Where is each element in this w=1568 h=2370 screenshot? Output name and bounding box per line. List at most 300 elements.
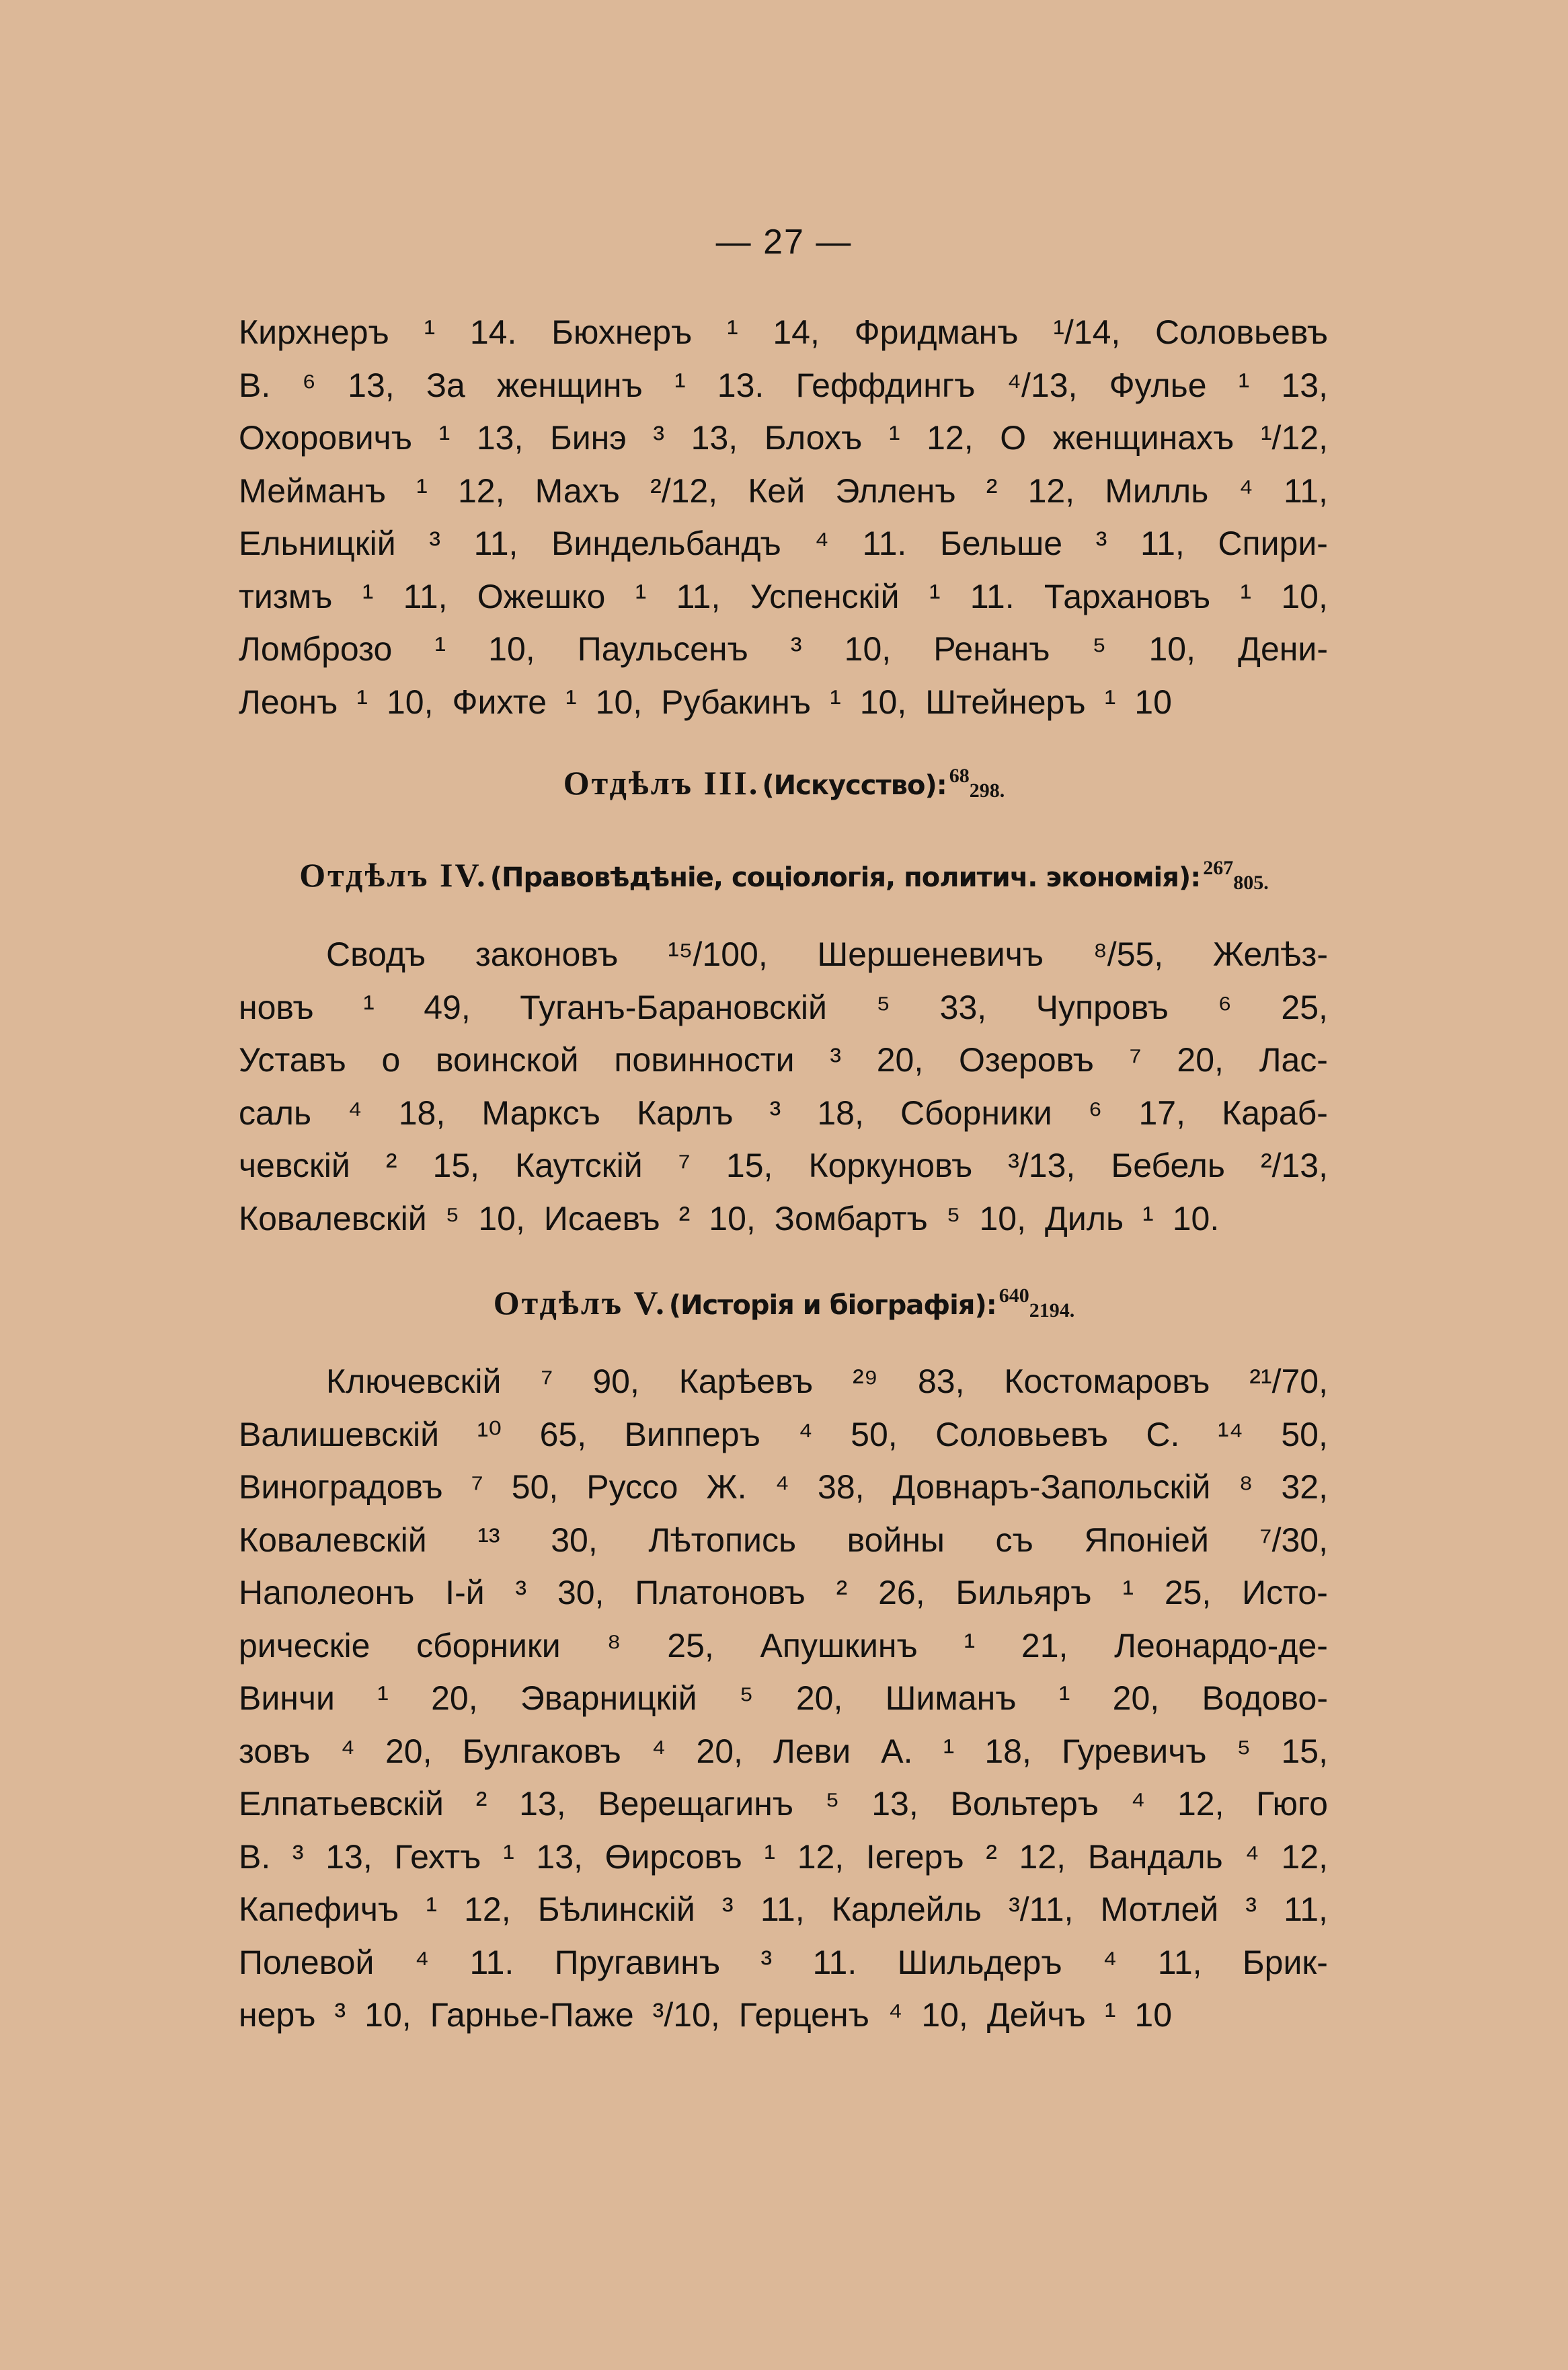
- word: ⁶: [1218, 988, 1232, 1026]
- word: 12,: [464, 1890, 511, 1928]
- word: ³: [1095, 525, 1107, 562]
- word: ¹: [426, 1890, 437, 1928]
- word: Дени-: [1238, 630, 1328, 668]
- word: Милль: [1105, 471, 1209, 510]
- word: В.: [239, 1837, 271, 1876]
- word: 65,: [539, 1415, 587, 1453]
- word: Наполеонъ: [239, 1574, 415, 1611]
- word: Спири-: [1218, 525, 1328, 562]
- word: 32,: [1281, 1468, 1328, 1506]
- word: ⁴: [775, 1468, 790, 1506]
- page-number: — 27 —: [715, 223, 853, 262]
- word: Мотлей: [1100, 1890, 1219, 1928]
- word: Кей: [748, 471, 806, 510]
- word: 13,: [691, 419, 738, 457]
- word: 10,: [709, 1199, 756, 1237]
- word: ⁷: [1129, 1041, 1142, 1079]
- word: о: [381, 1041, 401, 1079]
- text-line: [239, 1514, 1328, 1567]
- word: Ключевскій: [326, 1363, 502, 1400]
- text-line: [239, 1408, 1328, 1461]
- word: Японіей: [1084, 1521, 1209, 1559]
- word: Герценъ: [738, 1996, 869, 2034]
- word: 12,: [797, 1837, 845, 1876]
- word: женщинахъ: [1052, 419, 1234, 457]
- word: повинности: [614, 1041, 795, 1079]
- section-3-count-sub: 298.: [969, 779, 1005, 802]
- word: Эварницкій: [520, 1679, 697, 1717]
- word: Успенскій: [750, 577, 900, 615]
- word: 15,: [1281, 1732, 1328, 1770]
- word: ¹: [1104, 683, 1116, 721]
- section-5-heading: [0, 1283, 1568, 1322]
- word: войны: [847, 1521, 945, 1559]
- word: Елпатьевскій: [239, 1785, 444, 1823]
- word: Марксъ: [481, 1094, 600, 1132]
- word: съ: [995, 1521, 1033, 1559]
- word: ²⁹: [853, 1363, 879, 1400]
- word: За: [426, 366, 465, 404]
- word: 10.: [1172, 1199, 1220, 1237]
- word: Ж.: [706, 1468, 747, 1506]
- word: 49,: [424, 988, 471, 1026]
- text-line: [239, 676, 1328, 729]
- text-line: [239, 1672, 1328, 1725]
- word: Ельницкій: [239, 525, 396, 562]
- word: саль: [239, 1094, 312, 1132]
- word: Чупровъ: [1035, 988, 1169, 1026]
- word: 30,: [557, 1574, 604, 1611]
- word: 11,: [1284, 471, 1328, 510]
- word: Рубакинъ: [661, 683, 812, 721]
- word: 12,: [927, 419, 974, 457]
- word: Гарнье-Паже: [430, 1996, 634, 2034]
- word: 13,: [871, 1785, 918, 1823]
- word: 30,: [551, 1521, 598, 1559]
- text-line: [239, 981, 1328, 1034]
- text-line: [239, 570, 1328, 623]
- word: Ковалевскій: [239, 1199, 427, 1237]
- word: 14.: [469, 313, 517, 351]
- word: Шильдеръ: [897, 1943, 1062, 1981]
- word: ⁸: [606, 1626, 621, 1665]
- word: Блохъ: [764, 419, 863, 457]
- word: Ломброзо: [239, 630, 393, 668]
- word: Бильяръ: [955, 1574, 1092, 1611]
- word: ³/10,: [652, 1996, 720, 2034]
- word: 12,: [457, 471, 505, 510]
- word: ⁴: [1245, 1837, 1259, 1876]
- word: Ожешко: [477, 577, 606, 615]
- word: ¹: [674, 366, 686, 404]
- text-line: [239, 623, 1328, 676]
- word: ¹⁰: [477, 1415, 502, 1453]
- text-line: [239, 1778, 1328, 1831]
- word: тизмъ: [239, 577, 333, 615]
- word: 10,: [364, 1996, 411, 2034]
- word: 33,: [939, 988, 987, 1026]
- word: 25,: [1164, 1574, 1212, 1611]
- word: ⁴/13,: [1007, 366, 1078, 404]
- section-3-heading: [0, 763, 1568, 802]
- word: ¹: [943, 1732, 955, 1770]
- text-line: [239, 412, 1328, 465]
- word: Соловьевъ: [935, 1415, 1108, 1453]
- word: 10: [1134, 1996, 1173, 2034]
- text-line: [239, 1192, 1328, 1246]
- section-4-count-sub: 805.: [1233, 872, 1269, 894]
- word: Бебель: [1111, 1147, 1225, 1184]
- word: 15,: [432, 1147, 480, 1184]
- word: 13,: [325, 1837, 373, 1876]
- word: ¹: [363, 988, 375, 1026]
- word: Гуревичъ: [1061, 1732, 1207, 1770]
- word: ¹: [565, 683, 577, 721]
- word: ⁷: [678, 1147, 691, 1184]
- text-line: [239, 359, 1328, 412]
- word: Лѣтопись: [648, 1521, 796, 1559]
- word: Карѣевъ: [678, 1363, 814, 1400]
- word: Желѣз-: [1212, 935, 1328, 973]
- word: ⁴: [340, 1732, 355, 1770]
- word: Виндельбандъ: [551, 525, 781, 562]
- word: ¹: [1058, 1679, 1070, 1717]
- word: 10,: [488, 630, 535, 668]
- word: ⁴: [651, 1732, 666, 1770]
- word: ⁴: [888, 1996, 903, 2034]
- word: Верещагинъ: [598, 1785, 794, 1823]
- word: чевскій: [239, 1147, 350, 1184]
- text-line: [239, 465, 1328, 518]
- word: рическіе: [239, 1626, 370, 1665]
- word: Капефичъ: [239, 1890, 399, 1928]
- text-line: [239, 1831, 1328, 1884]
- word: 18,: [817, 1094, 864, 1132]
- text-line: [239, 1725, 1328, 1778]
- word: ⁵: [946, 1199, 961, 1237]
- word: Шершеневичъ: [817, 935, 1044, 973]
- text-line: [239, 1034, 1328, 1087]
- word: Бинэ: [549, 419, 627, 457]
- word: 11.: [812, 1943, 857, 1981]
- word: 13,: [536, 1837, 583, 1876]
- word: 20,: [795, 1679, 843, 1717]
- word: ⁶: [302, 366, 316, 404]
- word: 13,: [348, 366, 395, 404]
- word: 38,: [818, 1468, 865, 1506]
- word: 11.: [970, 577, 1015, 615]
- section-4-label: Отдѣлъ IV.: [299, 856, 487, 894]
- word: ⁵: [739, 1679, 754, 1717]
- word: Iегеръ: [865, 1837, 964, 1876]
- word: 13,: [1281, 366, 1328, 404]
- word: 10: [1134, 683, 1172, 721]
- word: ¹/14,: [1053, 313, 1121, 351]
- word: Фулье: [1109, 366, 1207, 404]
- word: 12,: [1177, 1785, 1224, 1823]
- word: 20,: [696, 1732, 743, 1770]
- text-line: [239, 1566, 1328, 1619]
- word: ¹: [362, 577, 374, 615]
- word: ¹: [1122, 1574, 1134, 1611]
- word: Апушкинъ: [760, 1626, 918, 1665]
- word: 10,: [386, 683, 434, 721]
- word: Карлъ: [637, 1094, 734, 1132]
- word: ¹: [1238, 366, 1250, 404]
- word: Водово-: [1202, 1679, 1328, 1717]
- text-line: [239, 517, 1328, 570]
- word: Сводъ: [326, 935, 426, 973]
- word: ⁵: [1092, 630, 1107, 668]
- word: ¹: [888, 419, 900, 457]
- word: Тархановъ: [1044, 577, 1211, 615]
- word: ³: [760, 1943, 773, 1981]
- section-3-title: (Искусство):: [762, 770, 947, 801]
- text-line: [239, 1619, 1328, 1673]
- text-line: [239, 306, 1328, 359]
- word: ³: [515, 1574, 527, 1611]
- word: ³/11,: [1009, 1890, 1074, 1928]
- word: ³: [429, 525, 440, 562]
- word: 20,: [431, 1679, 478, 1717]
- word: Диль: [1045, 1199, 1124, 1237]
- word: Виноградовъ: [239, 1468, 443, 1506]
- word: ⁵: [876, 988, 891, 1026]
- word: 18,: [398, 1094, 446, 1132]
- word: Коркуновъ: [808, 1147, 973, 1184]
- word: ⁴: [1130, 1785, 1146, 1823]
- section-5-paragraph: [239, 1355, 1328, 2042]
- text-line: [239, 1139, 1328, 1192]
- word: 26,: [878, 1574, 925, 1611]
- word: О: [1000, 419, 1027, 457]
- word: 25,: [667, 1626, 714, 1665]
- word: неръ: [239, 1996, 316, 2034]
- word: 10,: [478, 1199, 525, 1237]
- word: ³: [1245, 1890, 1257, 1928]
- word: 15,: [726, 1147, 773, 1184]
- word: ⁴: [798, 1415, 813, 1453]
- word: 83,: [917, 1363, 965, 1400]
- word: ³: [653, 419, 665, 457]
- word: 90,: [592, 1363, 639, 1400]
- word: 10,: [979, 1199, 1027, 1237]
- word: ²: [986, 1837, 997, 1876]
- word: ¹: [434, 630, 446, 668]
- text-line: [239, 1989, 1328, 2042]
- word: 11.: [862, 525, 907, 562]
- word: 11,: [1284, 1890, 1328, 1928]
- word: ¹: [424, 313, 436, 351]
- word: Шиманъ: [885, 1679, 1017, 1717]
- word: ³: [790, 630, 802, 668]
- word: В.: [239, 366, 271, 404]
- word: Вольтеръ: [950, 1785, 1099, 1823]
- word: Фридманъ: [854, 313, 1019, 351]
- word: 20,: [876, 1041, 924, 1079]
- word: ⁴: [814, 525, 829, 562]
- word: Охоровичъ: [239, 419, 412, 457]
- word: ⁴: [1102, 1943, 1118, 1981]
- word: ²/13,: [1260, 1147, 1328, 1184]
- word: 11,: [473, 525, 518, 562]
- word: Мейманъ: [239, 471, 386, 510]
- word: ⁵: [1237, 1732, 1251, 1770]
- word: Леви: [773, 1732, 851, 1770]
- word: Ковалевскій: [239, 1521, 427, 1559]
- word: 50,: [1281, 1415, 1328, 1453]
- section-5-label: Отдѣлъ V.: [493, 1284, 666, 1322]
- word: Випперъ: [624, 1415, 760, 1453]
- word: ²¹/70,: [1249, 1363, 1328, 1400]
- word: зовъ: [239, 1732, 311, 1770]
- word: ¹: [635, 577, 647, 615]
- word: 25,: [1281, 988, 1328, 1026]
- section-4-title: (Правовѣдѣніе, соціологія, политич. экономія):: [489, 862, 1201, 893]
- section-3-count-sup: 68: [949, 765, 970, 787]
- word: новъ: [239, 988, 314, 1026]
- word: Полевой: [239, 1943, 375, 1981]
- word: 13.: [717, 366, 765, 404]
- word: 11,: [1140, 525, 1185, 562]
- word: Караб-: [1222, 1094, 1328, 1132]
- section-3-label: Отдѣлъ III.: [563, 764, 760, 802]
- word: Озеровъ: [958, 1041, 1094, 1079]
- word: ⁵: [825, 1785, 840, 1823]
- word: сборники: [416, 1626, 561, 1665]
- word: Гехтъ: [394, 1837, 481, 1876]
- word: ¹/12,: [1260, 419, 1328, 457]
- section-5-count-sup: 640: [998, 1285, 1029, 1307]
- word: Уставъ: [239, 1041, 346, 1079]
- word: 20,: [1177, 1041, 1224, 1079]
- word: женщинъ: [497, 366, 643, 404]
- word: Исто-: [1242, 1574, 1328, 1611]
- word: Руссо: [586, 1468, 678, 1506]
- word: 12,: [1027, 471, 1075, 510]
- section-5-title: (Исторія и біографія):: [668, 1290, 996, 1321]
- word: ¹³: [477, 1521, 500, 1559]
- word: 50,: [511, 1468, 559, 1506]
- word: 14,: [773, 313, 820, 351]
- word: ¹: [416, 471, 428, 510]
- word: 20,: [385, 1732, 432, 1770]
- word: ⁷/30,: [1259, 1521, 1328, 1559]
- word: 10,: [595, 683, 643, 721]
- word: ²: [678, 1199, 691, 1237]
- word: Бюхнеръ: [551, 313, 693, 351]
- word: Платоновъ: [635, 1574, 806, 1611]
- word: 11,: [760, 1890, 805, 1928]
- text-line: [239, 1936, 1328, 1989]
- word: ¹: [1104, 1996, 1116, 2034]
- word: Зомбартъ: [774, 1199, 928, 1237]
- word: 10,: [921, 1996, 968, 2034]
- word: ³: [292, 1837, 304, 1876]
- word: 11,: [676, 577, 721, 615]
- section-4-paragraph: [239, 928, 1328, 1245]
- word: ⁸/55,: [1093, 935, 1164, 973]
- word: ²: [385, 1147, 397, 1184]
- word: ¹: [764, 1837, 776, 1876]
- word: 21,: [1021, 1626, 1068, 1665]
- word: ¹: [929, 577, 941, 615]
- intro-paragraph: [239, 306, 1328, 728]
- word: 11,: [1157, 1943, 1202, 1981]
- word: Геффдингъ: [795, 366, 976, 404]
- word: I-й: [445, 1574, 485, 1611]
- word: Соловьевъ: [1155, 313, 1328, 351]
- word: ¹: [964, 1626, 976, 1665]
- word: Туганъ-Барановскій: [520, 988, 827, 1026]
- word: ⁴: [1239, 471, 1253, 510]
- word: 17,: [1138, 1094, 1186, 1132]
- word: 18,: [984, 1732, 1031, 1770]
- word: Пругавинъ: [554, 1943, 721, 1981]
- word: Леонардо-де-: [1114, 1626, 1328, 1665]
- text-line: [239, 1461, 1328, 1514]
- text-line: [239, 1883, 1328, 1936]
- word: 10,: [859, 683, 907, 721]
- word: Брик-: [1242, 1943, 1328, 1981]
- word: ⁴: [414, 1943, 430, 1981]
- text-line: [239, 1355, 1328, 1408]
- word: ¹: [356, 683, 368, 721]
- word: 10,: [1148, 630, 1195, 668]
- word: Довнаръ-Запольскій: [892, 1468, 1211, 1506]
- word: ⁷: [471, 1468, 483, 1506]
- word: ³: [769, 1094, 781, 1132]
- word: 50,: [851, 1415, 898, 1453]
- word: ¹: [377, 1679, 389, 1717]
- word: 11,: [403, 577, 448, 615]
- word: 13,: [519, 1785, 566, 1823]
- word: Лас-: [1259, 1041, 1328, 1079]
- word: ¹⁵/100,: [668, 935, 768, 973]
- section-4-heading: [0, 855, 1568, 894]
- word: ⁶: [1088, 1094, 1103, 1132]
- word: ³/13,: [1008, 1147, 1076, 1184]
- word: 11.: [469, 1943, 514, 1981]
- word: Өирсовъ: [604, 1837, 742, 1876]
- text-line: [239, 1087, 1328, 1140]
- section-5-count-sub: 2194.: [1029, 1299, 1075, 1322]
- word: 10,: [844, 630, 892, 668]
- word: Винчи: [239, 1679, 335, 1717]
- word: Сборники: [900, 1094, 1052, 1132]
- word: 13,: [476, 419, 524, 457]
- word: Бельше: [939, 525, 1063, 562]
- word: Кирхнеръ: [239, 313, 389, 351]
- word: ⁷: [541, 1363, 553, 1400]
- word: ¹: [727, 313, 738, 351]
- word: законовъ: [475, 935, 619, 973]
- word: ²: [475, 1785, 487, 1823]
- word: Карлейль: [831, 1890, 982, 1928]
- word: С.: [1146, 1415, 1180, 1453]
- word: Штейнеръ: [925, 683, 1086, 721]
- word: ⁸: [1239, 1468, 1253, 1506]
- word: Ренанъ: [933, 630, 1050, 668]
- word: Фихте: [452, 683, 547, 721]
- word: Гюго: [1256, 1785, 1328, 1823]
- word: Костомаровъ: [1004, 1363, 1210, 1400]
- word: ¹: [503, 1837, 514, 1876]
- word: ²: [836, 1574, 848, 1611]
- word: ¹: [1142, 1199, 1154, 1237]
- word: Паульсенъ: [577, 630, 748, 668]
- word: Дейчъ: [986, 1996, 1086, 2034]
